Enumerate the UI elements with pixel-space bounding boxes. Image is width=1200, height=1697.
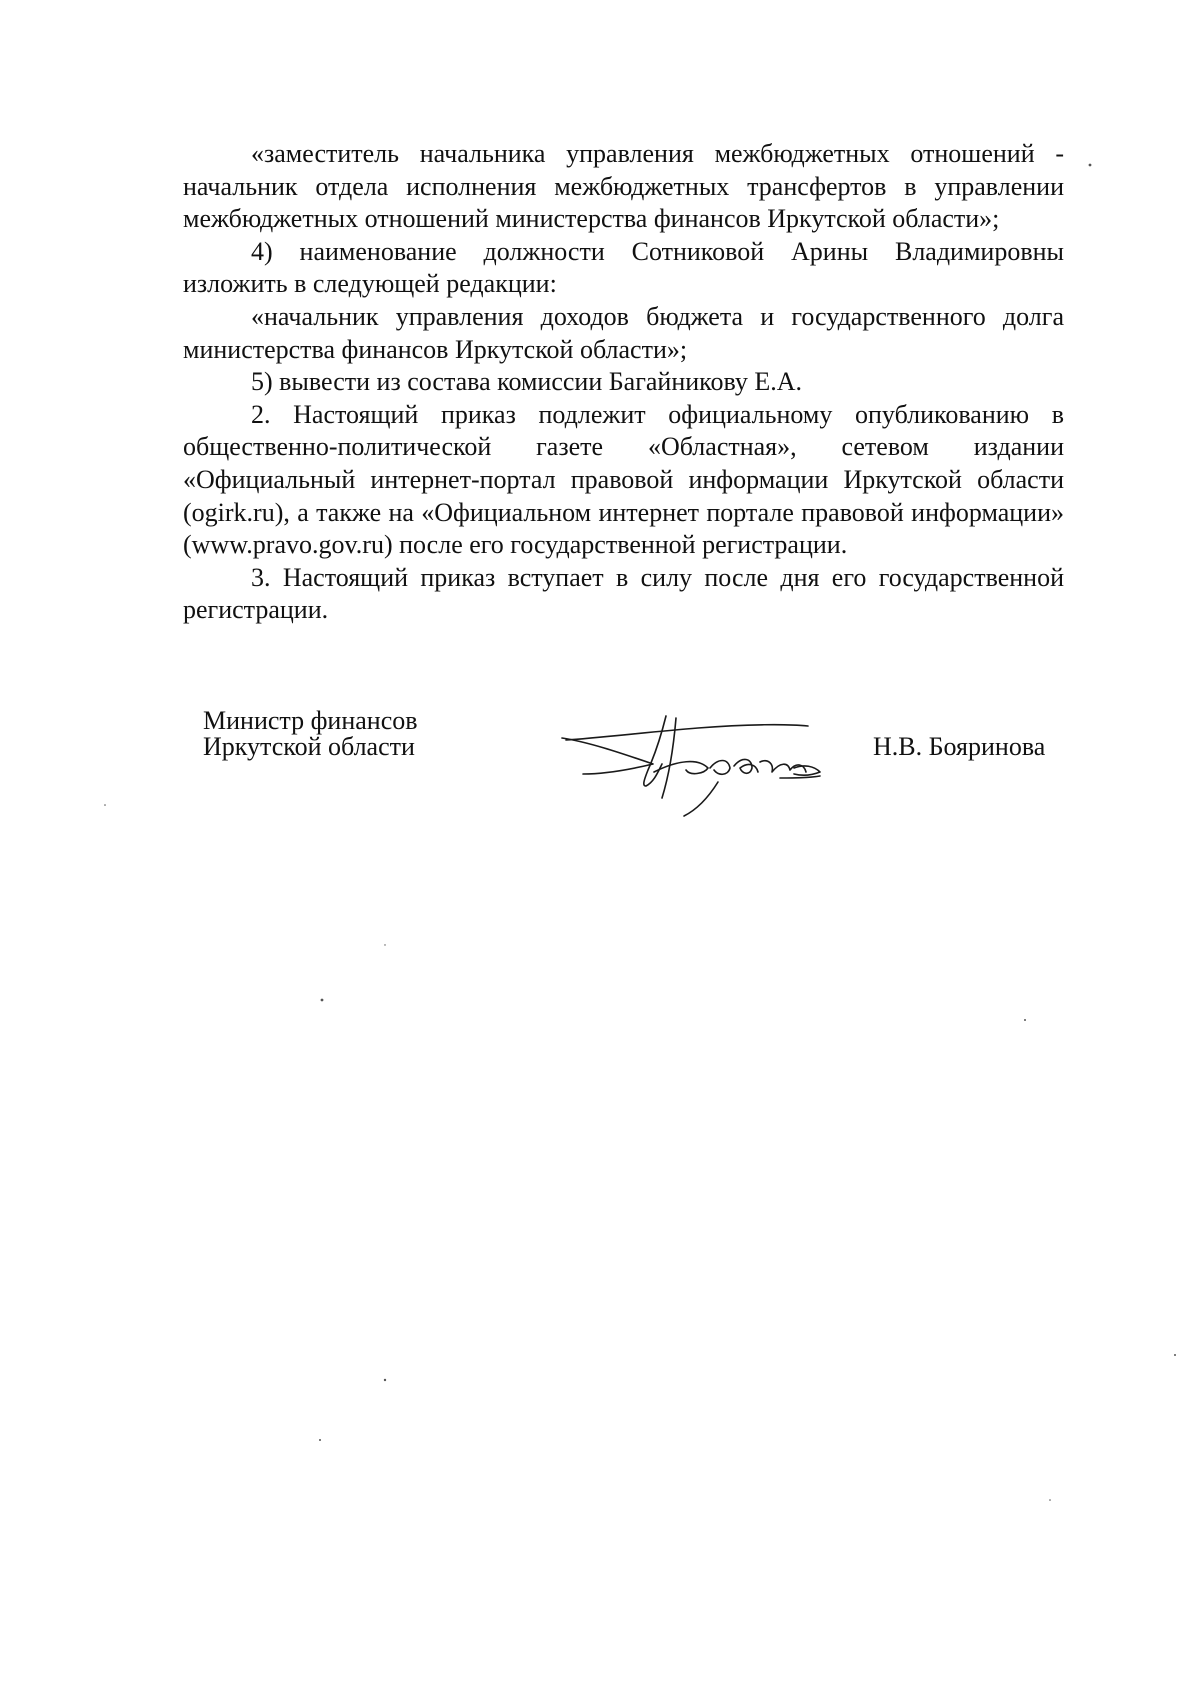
paragraph-clause-2: 2. Настоящий приказ подлежит официальному опубликованию в общественно-политической газете «Областная», сетевом издании «Официальный интернет-портал правовой информации Иркутской области (ogirk.ru), а также на «Официальном интернет портале правовой информации» (www.pravo.gov.ru) после его государственной регистрации.	[183, 399, 1064, 560]
signatory-title-line-1: Министр финансов	[203, 706, 418, 735]
document-body	[183, 138, 1064, 627]
handwritten-signature	[558, 712, 838, 820]
paragraph-item-4: 4) наименование должности Сотниковой Арины Владимировны изложить в следующей редакции:	[183, 236, 1064, 299]
signatory-title-line-2: Иркутской области	[203, 732, 415, 761]
signatory-title	[203, 708, 418, 760]
paragraph-item-5: 5) вывести из состава комиссии Багайникову Е.А.	[251, 367, 803, 397]
signature-block	[203, 708, 1083, 818]
paragraph-quote-head-revenue: «начальник управления доходов бюджета и государственного долга министерства финансов Иркутской области»;	[183, 301, 1064, 364]
paragraph-quote-deputy-head: «заместитель начальника управления межбюджетных отношений - начальник отдела исполнения межбюджетных трансфертов в управлении межбюджетных отношений министерства финансов Иркутской области»;	[183, 139, 1064, 234]
signatory-name: Н.В. Бояринова	[873, 732, 1046, 761]
paragraph-clause-3: 3. Настоящий приказ вступает в силу после дня его государственной регистрации.	[183, 562, 1064, 625]
